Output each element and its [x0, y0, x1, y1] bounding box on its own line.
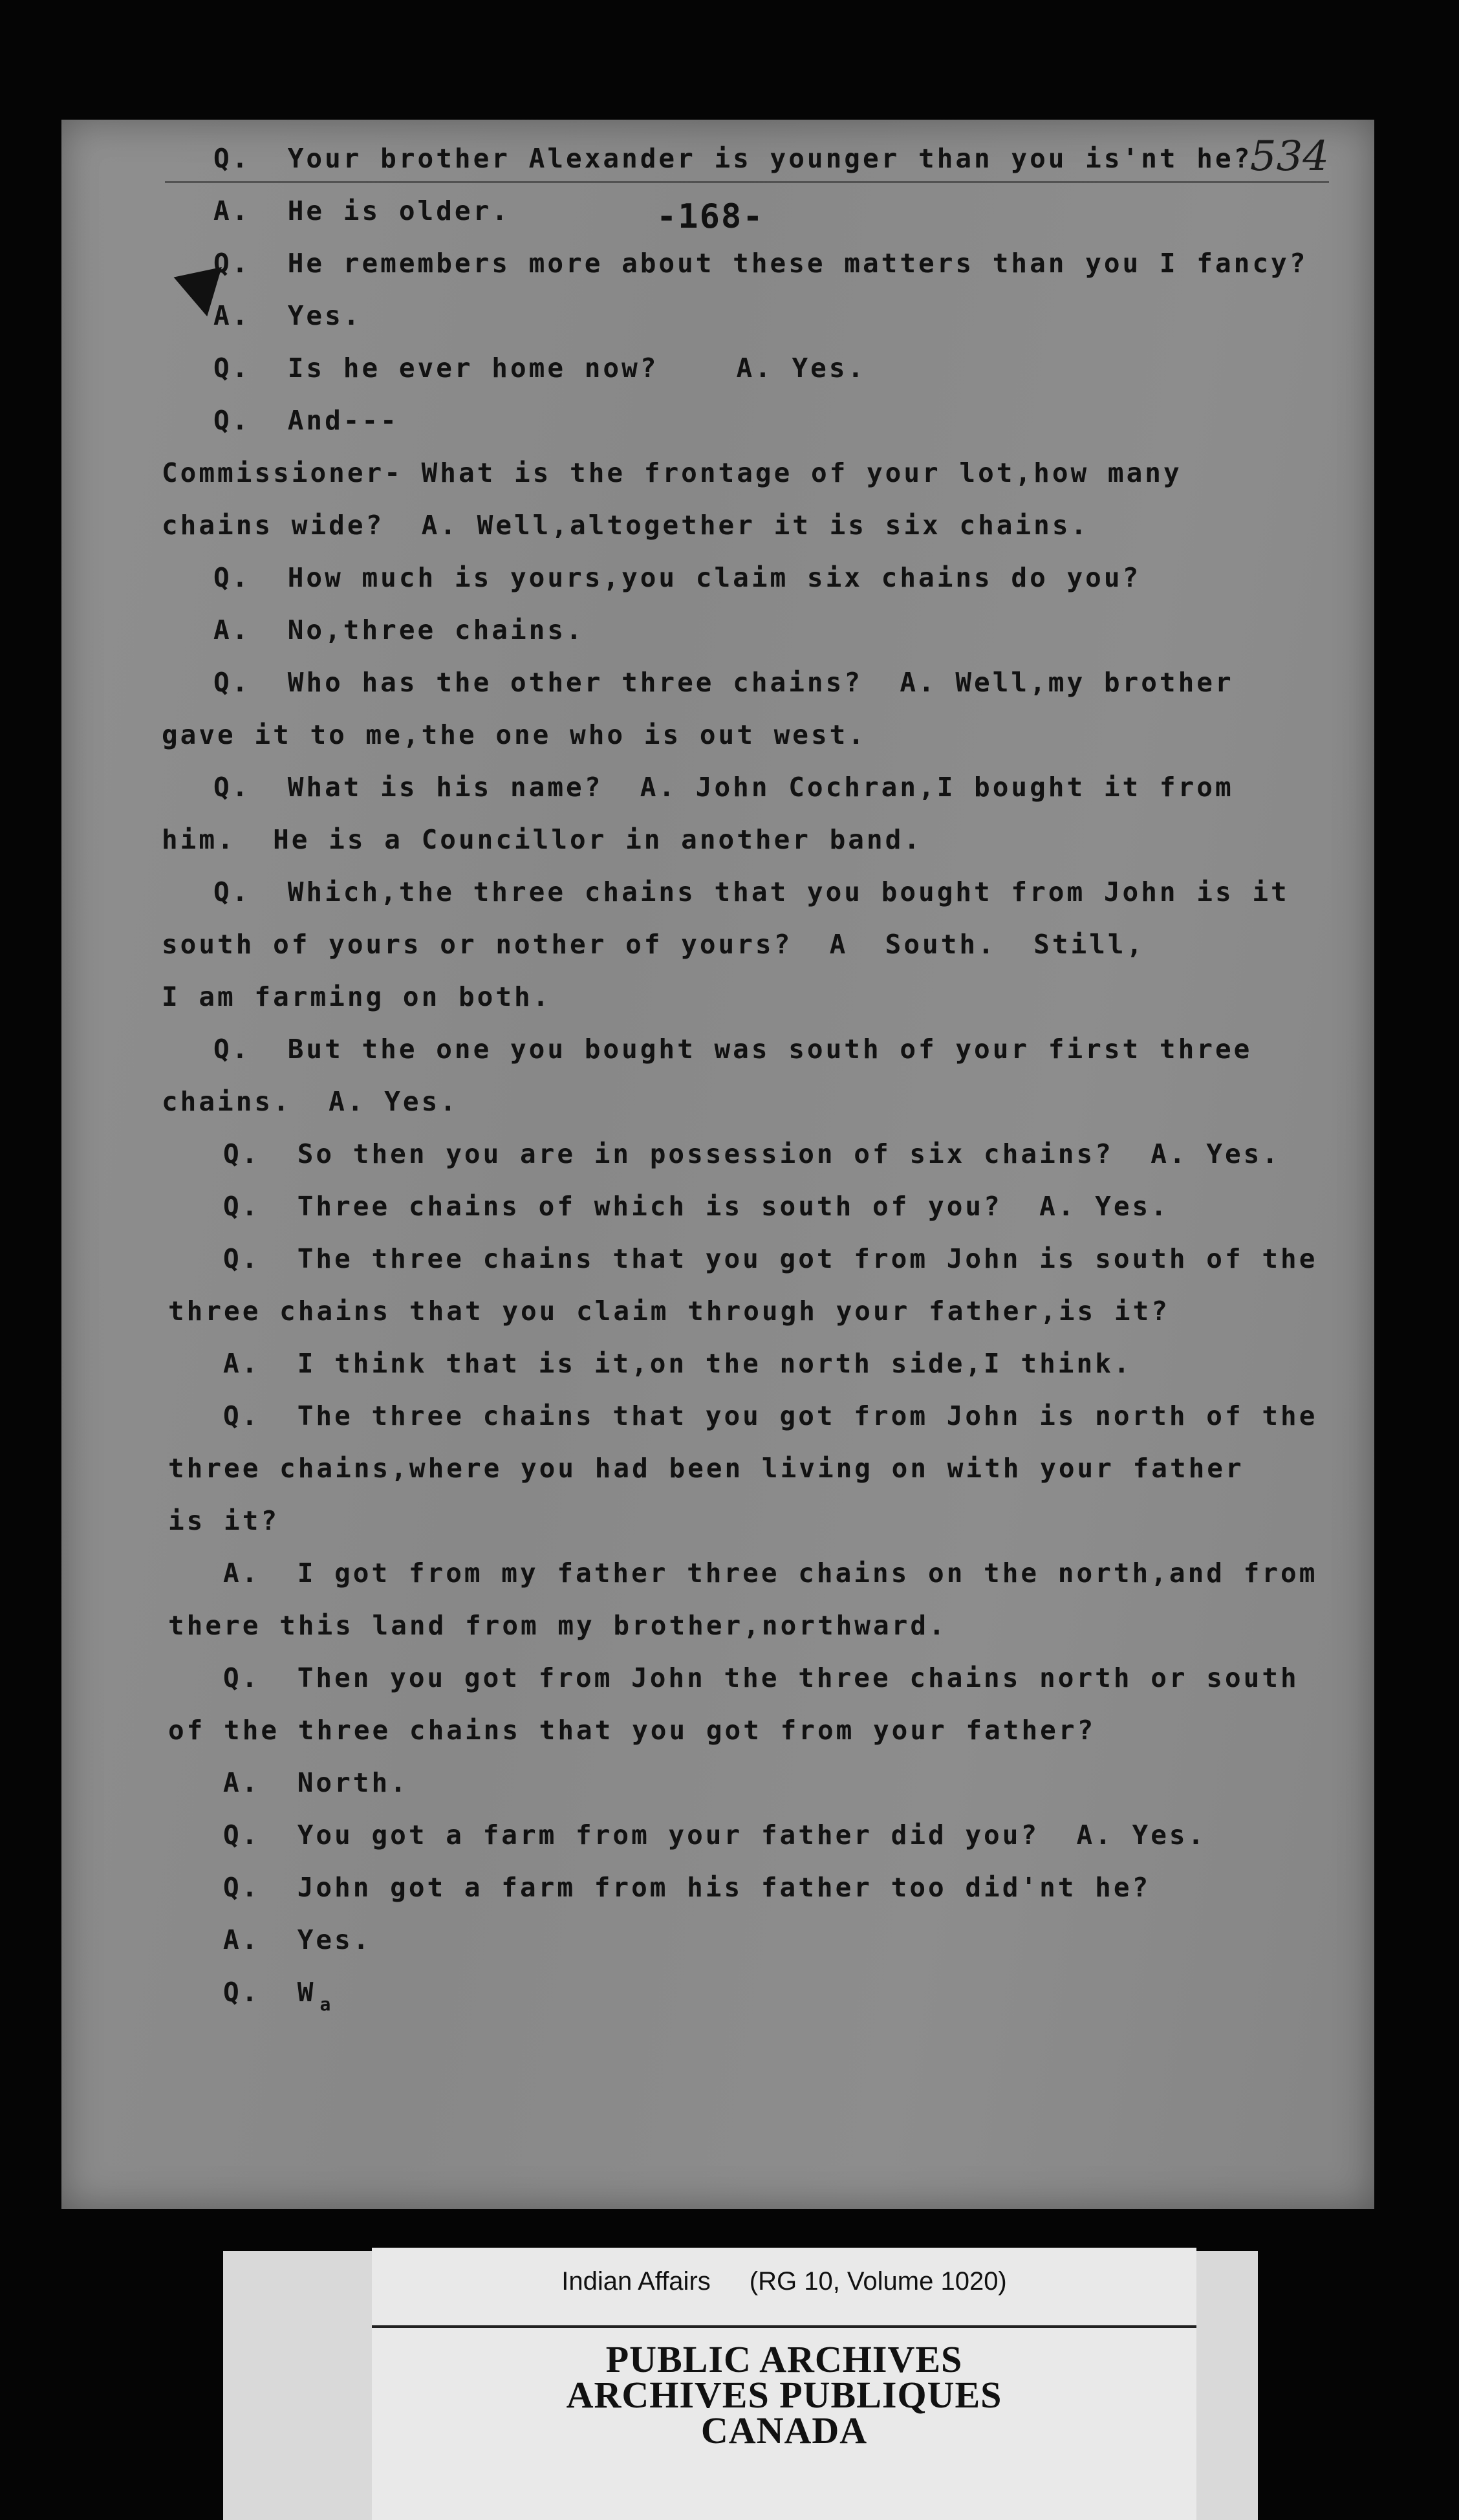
- archive-title-en: PUBLIC ARCHIVES: [605, 2338, 963, 2380]
- transcript-line: gave it to me,the one who is out west.: [162, 719, 867, 750]
- label-divider: [372, 2325, 1196, 2328]
- transcript-line: Q. John got a farm from his father too did'nt he?: [223, 1872, 1151, 1903]
- transcript-line: A. North.: [223, 1767, 409, 1798]
- transcript-line: Q. W $_a$: [223, 1977, 334, 2015]
- folio-number: 534: [1249, 133, 1329, 180]
- transcript-line: Q. The three chains that you got from John is south of the: [223, 1243, 1318, 1274]
- transcript-line: I am farming on both.: [162, 981, 552, 1012]
- transcript-line: Q. Your brother Alexander is younger than you is'nt he?: [213, 143, 1253, 174]
- transcript-line: him. He is a Councillor in another band.: [162, 824, 923, 855]
- transcript-line: A. I got from my father three chains on the north,and from: [223, 1558, 1318, 1589]
- archive-label: [372, 2248, 1196, 2520]
- transcript-line: Q. Which,the three chains that you bought from John is it: [213, 876, 1290, 907]
- transcript-line: Q. But the one you bought was south of your first three: [213, 1034, 1253, 1065]
- transcript-line: Q. The three chains that you got from John is north of the: [223, 1400, 1318, 1431]
- transcript-line: A. Yes.: [223, 1924, 372, 1955]
- transcript-line: three chains,where you had been living on with your father: [168, 1453, 1244, 1484]
- transcript-line: Q. What is his name? A. John Cochran,I bought it from: [213, 772, 1234, 803]
- transcript-line: of the three chains that you got from your father?: [168, 1715, 1096, 1746]
- transcript-line: Q. And---: [213, 405, 399, 436]
- transcript-line: A. No,three chains.: [213, 614, 585, 646]
- transcript-line: three chains that you claim through your father,is it?: [168, 1296, 1170, 1327]
- transcript-line: Q. Is he ever home now? A. Yes.: [213, 353, 867, 384]
- transcript-line: Q. How much is yours,you claim six chains do you?: [213, 562, 1141, 593]
- transcript-line: Q. Who has the other three chains? A. Well,my brother: [213, 667, 1234, 698]
- transcript-line: is it?: [168, 1505, 280, 1536]
- archive-reference: Indian Affairs (RG 10, Volume 1020): [561, 2267, 1007, 2296]
- transcript-line: Q. Then you got from John the three chains north or south: [223, 1662, 1299, 1693]
- archive-title-fr: ARCHIVES PUBLIQUES: [566, 2374, 1002, 2416]
- transcript-line: Q. So then you are in possession of six chains? A. Yes.: [223, 1138, 1281, 1169]
- transcript-line: Commissioner- What is the frontage of your lot,how many: [162, 457, 1182, 488]
- transcript-line: chains. A. Yes.: [162, 1086, 459, 1117]
- transcript-line: Q. Three chains of which is south of you? A. Yes.: [223, 1191, 1169, 1222]
- transcript-line: A. I think that is it,on the north side,I think.: [223, 1348, 1132, 1379]
- page-number: -168-: [656, 197, 764, 236]
- transcript-line: there this land from my brother,northward.: [168, 1610, 947, 1641]
- transcript-line: A. Yes.: [213, 300, 362, 331]
- transcript-line: Q. You got a farm from your father did you? A. Yes.: [223, 1819, 1207, 1851]
- transcript-line: south of yours or nother of yours? A South. Still,: [162, 929, 1145, 960]
- archive-country: CANADA: [700, 2409, 868, 2451]
- transcript-line: Q. He remembers more about these matters than you I fancy?: [213, 248, 1308, 279]
- transcript-line: A. He is older.: [213, 195, 510, 226]
- transcript-line: chains wide? A. Well,altogether it is six chains.: [162, 510, 1090, 541]
- transcript-body: [162, 133, 1318, 2019]
